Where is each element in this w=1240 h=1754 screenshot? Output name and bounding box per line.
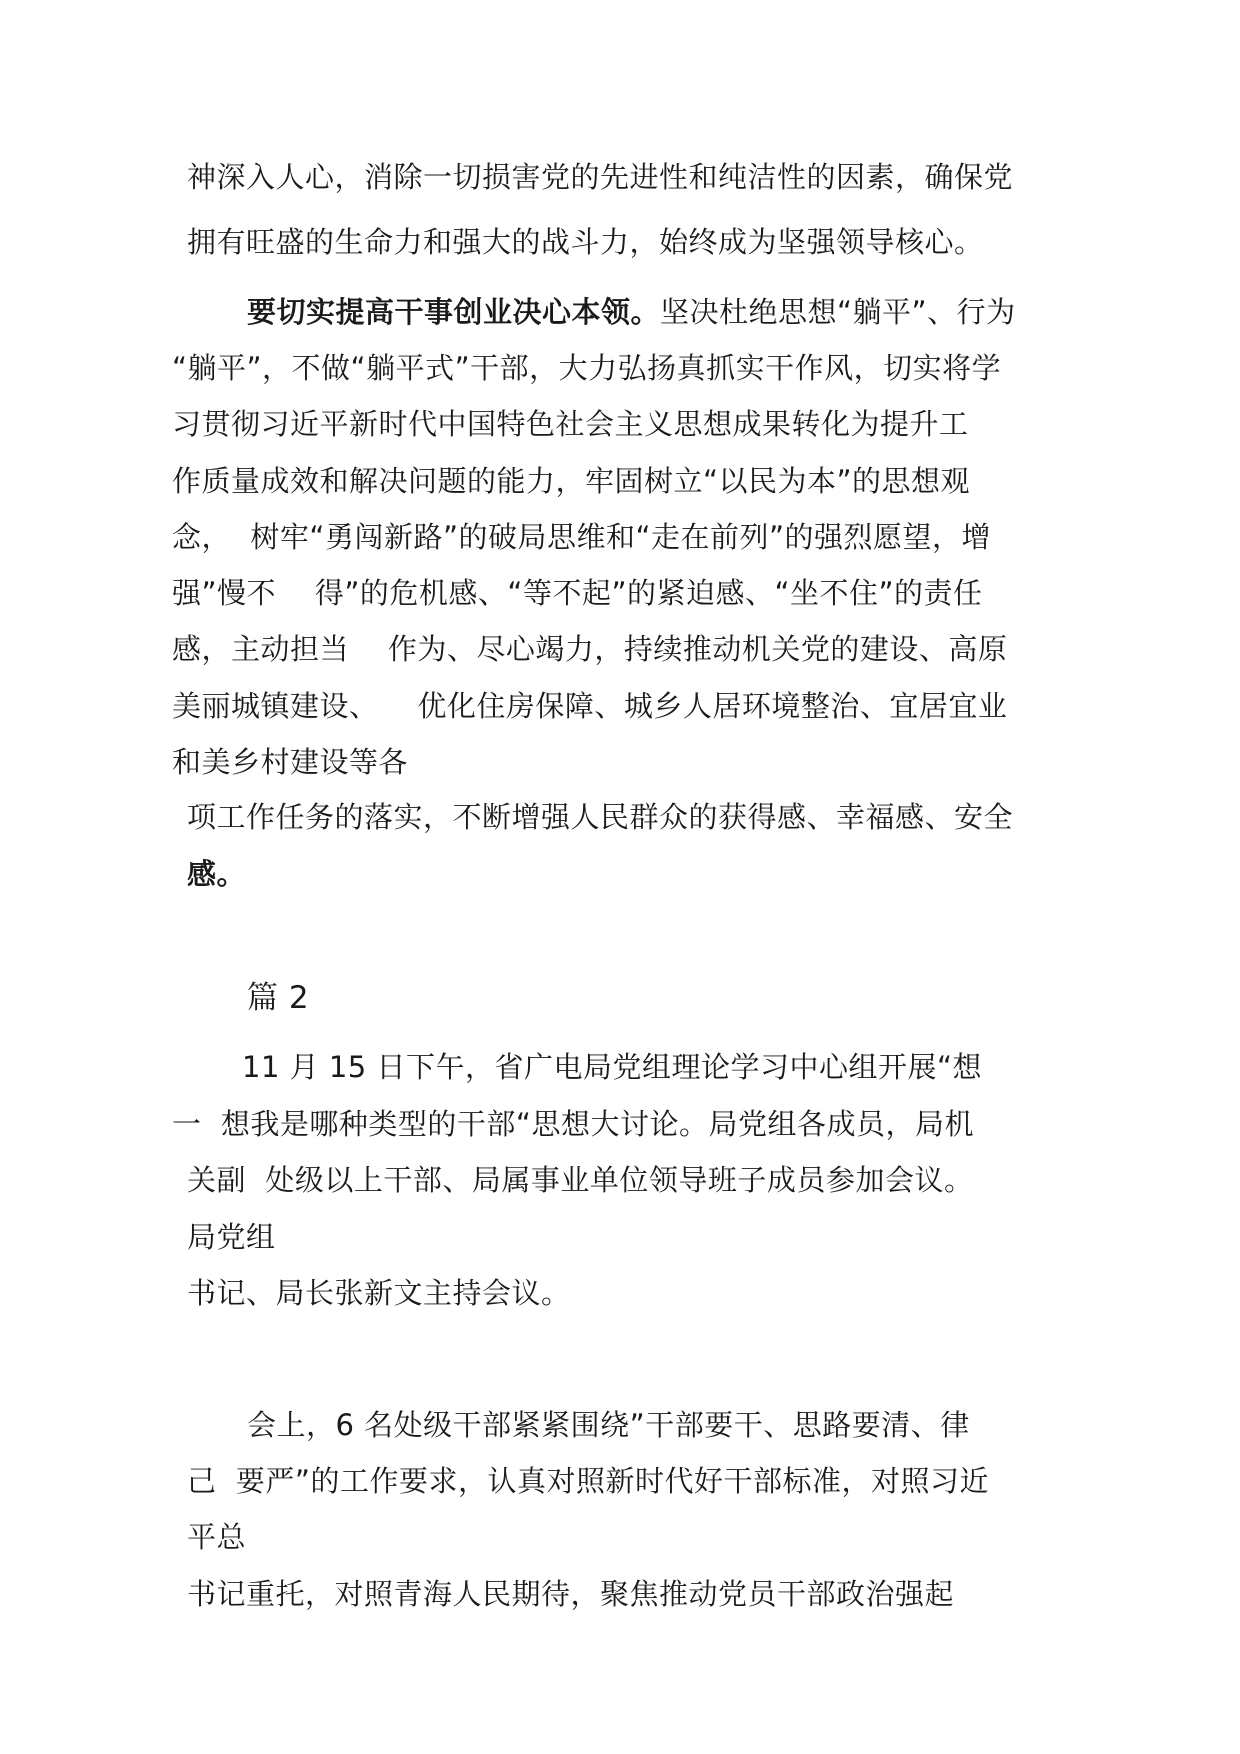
text-line: 感，主动担当 作为、尽心竭力，持续推动机关党的建设、高原 (172, 632, 1008, 666)
text-line: 一 想我是哪种类型的干部“思想大讨论。局党组各成员，局机 (172, 1107, 974, 1141)
text-line: 平总 (187, 1520, 247, 1554)
text-line: 作质量成效和解决问题的能力，牢固树立“以民为本”的思想观 (172, 464, 971, 498)
text-line: 感。 (187, 857, 247, 891)
text-line: 神深入人心，消除一切损害党的先进性和纯洁性的因素，确保党 (187, 160, 1014, 194)
paragraph-heading (247, 292, 1016, 332)
text-line: 项工作任务的落实，不断增强人民群众的获得感、幸福感、安全 (187, 800, 1014, 834)
text-line: 书记重托，对照青海人民期待，聚焦推动党员干部政治强起 (187, 1577, 955, 1611)
text-line: 局党组 (187, 1220, 276, 1254)
text-line: 己 要严”的工作要求，认真对照新时代好干部标准，对照习近 (187, 1464, 989, 1498)
text-line: 拥有旺盛的生命力和强大的战斗力，始终成为坚强领导核心。 (187, 225, 984, 259)
text-line: 念， 树牢“勇闯新路”的破局思维和“走在前列”的强烈愿望，增 (172, 520, 992, 554)
text-line: 关副 处级以上干部、局属事业单位领导班子成员参加会议。 (187, 1163, 974, 1197)
section-title: 篇 2 (247, 980, 310, 1016)
bold-lead: 要切实提高干事创业决心本领。 (247, 295, 661, 329)
text-line: 强”慢不 得”的危机感、“等不起”的紧迫感、“坐不住”的责任 (172, 576, 983, 610)
text-line: “躺平”，不做“躺平式”干部，大力弘扬真抓实干作风，切实将学 (172, 351, 1002, 385)
text-line: 和美乡村建设等各 (172, 745, 409, 779)
text-line: 11 月 15 日下午，省广电局党组理论学习中心组开展“想 (242, 1050, 982, 1084)
text-line: 会上，6 名处级干部紧紧围绕”干部要干、思路要清、律 (247, 1408, 970, 1442)
text-line: 美丽城镇建设、 优化住房保障、城乡人居环境整治、宜居宜业 (172, 689, 1008, 723)
text-line: 习贯彻习近平新时代中国特色社会主义思想成果转化为提升工 (172, 407, 969, 441)
text-span: 坚决杜绝思想“躺平”、行为 (660, 295, 1016, 329)
text-line: 书记、局长张新文主持会议。 (187, 1276, 571, 1310)
